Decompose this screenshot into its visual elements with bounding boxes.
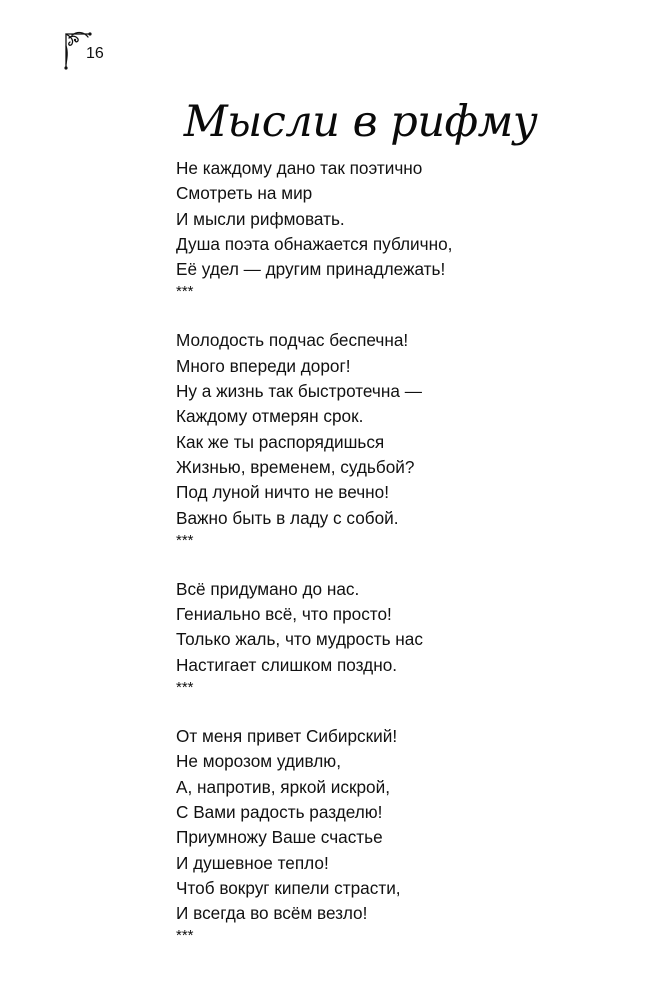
poem-line: Не каждому дано так поэтично [176, 158, 423, 178]
stanza-separator: *** [176, 927, 194, 945]
poem-line: Важно быть в ладу с собой. [176, 507, 399, 528]
poem-line: А, напротив, яркой искрой, [176, 776, 390, 797]
poem-line: Её удел — другим принадлежать! [176, 259, 446, 280]
poem-line: Жизнью, временем, судьбой? [176, 456, 415, 477]
poem-line: От меня привет Сибирский! [176, 726, 398, 747]
page-title: Мысли в рифму [183, 97, 538, 147]
poem-line: Только жаль, что мудрость нас [176, 629, 423, 650]
poem-line: И душевное тепло! [176, 852, 329, 873]
stanza-separator: *** [176, 531, 194, 549]
poem-line: Приумножу Ваше счастье [176, 827, 383, 848]
poem-line: Молодость подчас беспечна! [176, 330, 409, 351]
poem-line: Чтоб вокруг кипели страсти, [176, 877, 401, 898]
poem-line: Как же ты распорядишься [176, 431, 385, 452]
stanza-3 [176, 577, 636, 698]
page-number: 16 [86, 45, 104, 62]
stanza-separator: *** [176, 679, 194, 697]
poem-line: Каждому отмерян срок. [176, 406, 364, 427]
poem-line: Настигает слишком поздно. [176, 654, 398, 675]
stanza-separator: *** [176, 283, 194, 301]
poem-line: Под луной ничто не вечно! [176, 482, 389, 503]
poem-line: Ну а жизнь так быстротечна — [176, 381, 422, 402]
poem-line: И всегда во всём везло! [176, 903, 368, 924]
stanza-2 [176, 328, 636, 550]
poem-line: И мысли рифмовать. [176, 208, 345, 229]
poem-line: Гениально всё, что просто! [176, 604, 392, 625]
poem-line: Всё придумано до нас. [176, 578, 360, 599]
poem-line: С Вами радость разделю! [176, 801, 383, 822]
poem-line: Много впереди дорог! [176, 355, 351, 376]
poem-line: Смотреть на мир [176, 183, 313, 204]
poem-body [176, 156, 636, 972]
poem-line: Не морозом удивлю, [176, 751, 341, 772]
poem-line: Душа поэта обнажается публично, [176, 233, 453, 254]
stanza-4 [176, 724, 636, 946]
stanza-1 [176, 156, 636, 302]
